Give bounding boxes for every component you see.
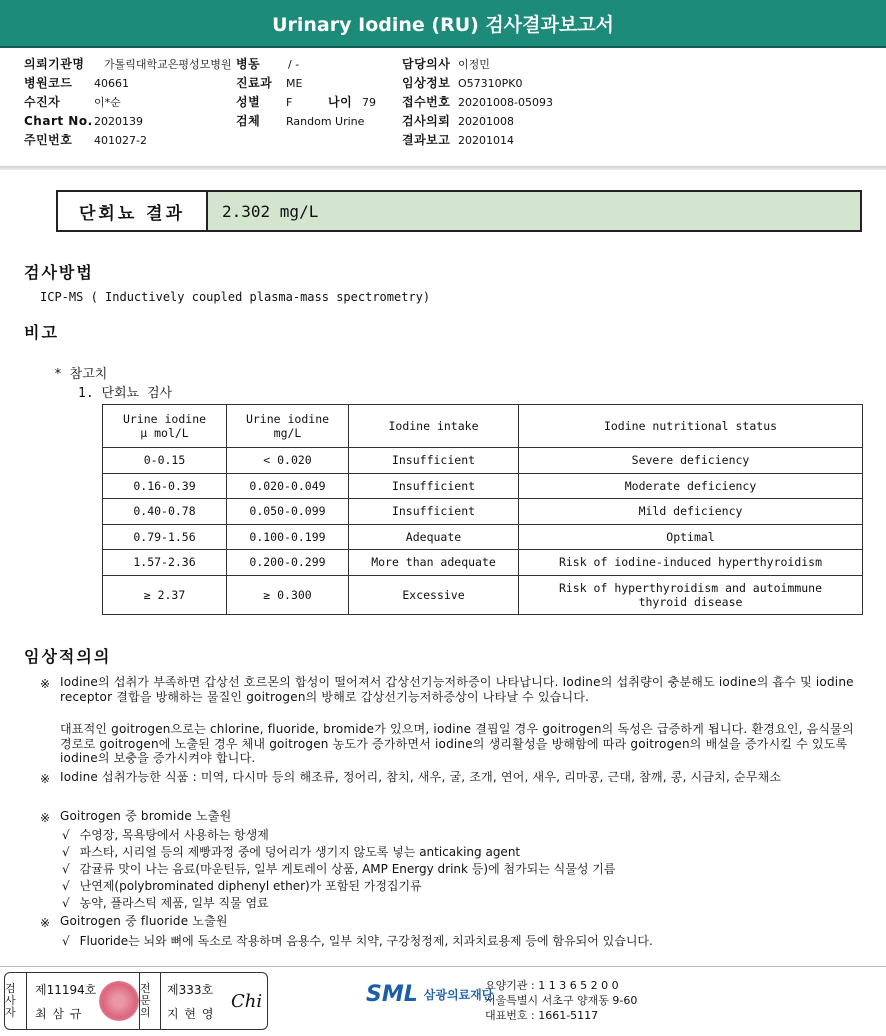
info-label: 담당의사 [402, 57, 451, 71]
bullet-icon: ※ [40, 916, 51, 930]
table-cell: Optimal [519, 524, 863, 550]
check-icon: √ [62, 879, 70, 893]
table-row [103, 499, 863, 525]
report-title: Urinary Iodine (RU) 검사결과보고서 [0, 0, 886, 48]
info-label: 주민번호 [24, 133, 73, 147]
sml-logo [366, 982, 493, 1007]
table-cell: ≥ 2.37 [103, 575, 227, 614]
info-row [236, 93, 396, 112]
lab-address [485, 978, 637, 1023]
clinical-paragraph-2: 대표적인 goitrogen으로는 chlorine, fluoride, bromide가 있으며, iodine 결핍일 경우 goitrogen의 독성은 급증하게 됩니다. 환경요인, 음식물의 경로로 goitrogen에 노출된 경우 체내 goitrogen 농도가 증가하면서 iodine의 생리활성을 방해함에 따라 goitrogen의 배설을 증가시킬 수 있도록 iodine의 보충을 증가시켜야 합니다. [60, 722, 854, 765]
result-box [56, 190, 862, 232]
table-cell: Risk of hyperthyroidism and autoimmune thyroid disease [519, 575, 863, 614]
bromide-item-text: 파스타, 시리얼 등의 제빵과정 중에 덩어리가 생기지 않도록 넣는 anticaking agent [79, 845, 521, 859]
info-row [236, 74, 396, 93]
seal-stamp-icon [99, 981, 139, 1021]
info-value: 401027-2 [94, 134, 147, 147]
info-value: 40661 [94, 77, 129, 90]
method-heading: 검사방법 [24, 263, 94, 282]
table-row [103, 550, 863, 576]
info-row [24, 74, 254, 93]
info-row [24, 55, 254, 74]
bromide-item [62, 826, 269, 843]
table-header: Urine iodine μ mol/L [103, 405, 227, 448]
result-label: 단회뇨 결과 [58, 192, 208, 230]
info-label: 진료과 [236, 76, 273, 90]
age-value: 79 [362, 96, 376, 109]
bromide-item-text: 농약, 플라스틱 제품, 일부 직물 염료 [79, 896, 269, 910]
specialist-name: 지 현 영 [167, 1007, 215, 1021]
bullet-icon: ※ [40, 811, 51, 825]
patient-info-col2 [236, 55, 396, 131]
examiner-license: 제11194호 [35, 983, 97, 997]
clinical-heading: 임상적의의 [24, 647, 112, 666]
info-row [402, 112, 602, 131]
info-value: 가톨릭대학교은평성모병원 [104, 58, 232, 71]
info-row [402, 55, 602, 74]
info-row [402, 131, 602, 150]
table-header: Iodine intake [349, 405, 519, 448]
address-line: 요양기관 : 1 1 3 6 5 2 0 0 [485, 979, 619, 992]
signature: Chi [231, 991, 263, 1012]
check-icon: √ [62, 896, 70, 910]
table-cell: Moderate deficiency [519, 473, 863, 499]
table-cell: 0.16-0.39 [103, 473, 227, 499]
info-label: Chart No. [24, 114, 93, 128]
info-label: 수진자 [24, 95, 61, 109]
specialist-label: 전문의 [139, 973, 161, 1029]
info-label: 검체 [236, 114, 261, 128]
info-value: O57310PK0 [458, 77, 523, 90]
table-cell: 0-0.15 [103, 448, 227, 474]
bromide-item-text: 난연제(polybrominated diphenyl ether)가 포함된 가정집기류 [79, 879, 422, 893]
table-cell: < 0.020 [227, 448, 349, 474]
table-cell: 0.050-0.099 [227, 499, 349, 525]
table-cell: Mild deficiency [519, 499, 863, 525]
table-row [103, 524, 863, 550]
patient-info-col1 [24, 55, 254, 150]
table-cell: Adequate [349, 524, 519, 550]
bromide-item [62, 860, 615, 877]
bullet-icon: ※ [40, 772, 51, 786]
table-cell: Insufficient [349, 448, 519, 474]
table-cell: ≥ 0.300 [227, 575, 349, 614]
logo-mark: SML [366, 982, 418, 1007]
info-label: 검사의뢰 [402, 114, 451, 128]
table-cell: Severe deficiency [519, 448, 863, 474]
table-cell: Insufficient [349, 473, 519, 499]
result-value: 2.302 mg/L [208, 192, 860, 230]
fluoride-item [62, 932, 653, 949]
info-row [402, 74, 602, 93]
bullet-icon: ※ [40, 677, 51, 691]
info-row [24, 131, 254, 150]
bromide-item [62, 894, 269, 911]
table-cell: 0.40-0.78 [103, 499, 227, 525]
table-row [103, 575, 863, 614]
info-label: 의뢰기관명 [24, 57, 85, 71]
examiner-label: 검사자 [5, 973, 27, 1029]
info-value: 20201014 [458, 134, 514, 147]
table-header-row [103, 405, 863, 448]
info-value: 20201008 [458, 115, 514, 128]
table-cell: 0.100-0.199 [227, 524, 349, 550]
remark-heading: 비고 [24, 323, 59, 342]
bromide-title: Goitrogen 중 bromide 노출원 [60, 809, 232, 823]
signature-box [4, 972, 268, 1030]
table-cell: 0.79-1.56 [103, 524, 227, 550]
table-cell: Risk of iodine-induced hyperthyroidism [519, 550, 863, 576]
check-icon: √ [62, 934, 70, 948]
info-value: 20201008-05093 [458, 96, 553, 109]
address-line: 대표번호 : 1661-5117 [485, 1009, 599, 1022]
info-row [402, 93, 602, 112]
address-line: 서울특별시 서초구 양재동 9-60 [485, 994, 638, 1007]
info-value: 이*순 [94, 96, 121, 109]
reference-title: * 참고치 [54, 367, 108, 382]
table-header: Urine iodine mg/L [227, 405, 349, 448]
info-value: 2020139 [94, 115, 143, 128]
info-row [236, 112, 396, 131]
fluoride-item-text: Fluoride는 뇌와 뼈에 독소로 작용하며 음용수, 일부 치약, 구강청정제, 치과치료용제 등에 함유되어 있습니다. [79, 934, 653, 948]
footer-divider [0, 966, 886, 967]
footer [0, 966, 886, 1036]
section-divider [0, 166, 886, 170]
table-cell: 0.020-0.049 [227, 473, 349, 499]
bromide-item [62, 877, 422, 894]
check-icon: √ [62, 862, 70, 876]
table-cell: 1.57-2.36 [103, 550, 227, 576]
info-value: Random Urine [286, 115, 365, 128]
check-icon: √ [62, 845, 70, 859]
bromide-item [62, 843, 520, 860]
table-cell: Insufficient [349, 499, 519, 525]
info-label: 성별 [236, 95, 261, 109]
method-text: ICP-MS ( Inductively coupled plasma-mass spectrometry) [40, 290, 431, 304]
info-row [24, 93, 254, 112]
info-label: 병원코드 [24, 76, 73, 90]
food-paragraph: Iodine 섭취가능한 식품 : 미역, 다시마 등의 해조류, 정어리, 참치, 새우, 굴, 조개, 연어, 새우, 리마콩, 근대, 참깨, 콩, 시금치, 순무채소 [60, 770, 782, 784]
examiner-name: 최 삼 규 [35, 1007, 83, 1021]
table-cell: 0.200-0.299 [227, 550, 349, 576]
info-value: / - [288, 58, 300, 71]
age-label: 나이 [328, 95, 353, 109]
check-icon: √ [62, 828, 70, 842]
table-row [103, 473, 863, 499]
table-cell: Excessive [349, 575, 519, 614]
table-row [103, 448, 863, 474]
info-row [24, 112, 254, 131]
specialist-license: 제333호 [167, 983, 214, 997]
info-label: 임상정보 [402, 76, 451, 90]
info-value: F [286, 96, 293, 109]
bromide-item-text: 수영장, 목욕탕에서 사용하는 항생제 [79, 828, 269, 842]
reference-table [102, 404, 863, 615]
info-value: ME [286, 77, 303, 90]
bromide-item-text: 감귤류 맛이 나는 음료(마운틴듀, 일부 게토레이 상품, AMP Energy drink 등)에 첨가되는 식물성 기름 [79, 862, 616, 876]
table-cell: More than adequate [349, 550, 519, 576]
table-header: Iodine nutritional status [519, 405, 863, 448]
info-row [236, 55, 396, 74]
patient-info-col3 [402, 55, 602, 150]
clinical-paragraph-1: Iodine의 섭취가 부족하면 갑상선 호르몬의 합성이 떨어져서 갑상선기능저하증이 나타납니다. Iodine의 섭취량이 충분해도 iodine의 흡수 및 iodine receptor 결합을 방해하는 물질인 goitrogen의 방해로 갑상선기능저하증상이 나타날 수 있습니다. [60, 675, 854, 704]
info-value: 이정민 [458, 58, 490, 71]
info-label: 결과보고 [402, 133, 451, 147]
info-label: 접수번호 [402, 95, 451, 109]
reference-subtitle: 1. 단회뇨 검사 [78, 386, 173, 401]
logo-name: 삼광의료재단 [423, 988, 494, 1002]
info-label: 병동 [236, 57, 261, 71]
fluoride-title: Goitrogen 중 fluoride 노출원 [60, 914, 228, 928]
